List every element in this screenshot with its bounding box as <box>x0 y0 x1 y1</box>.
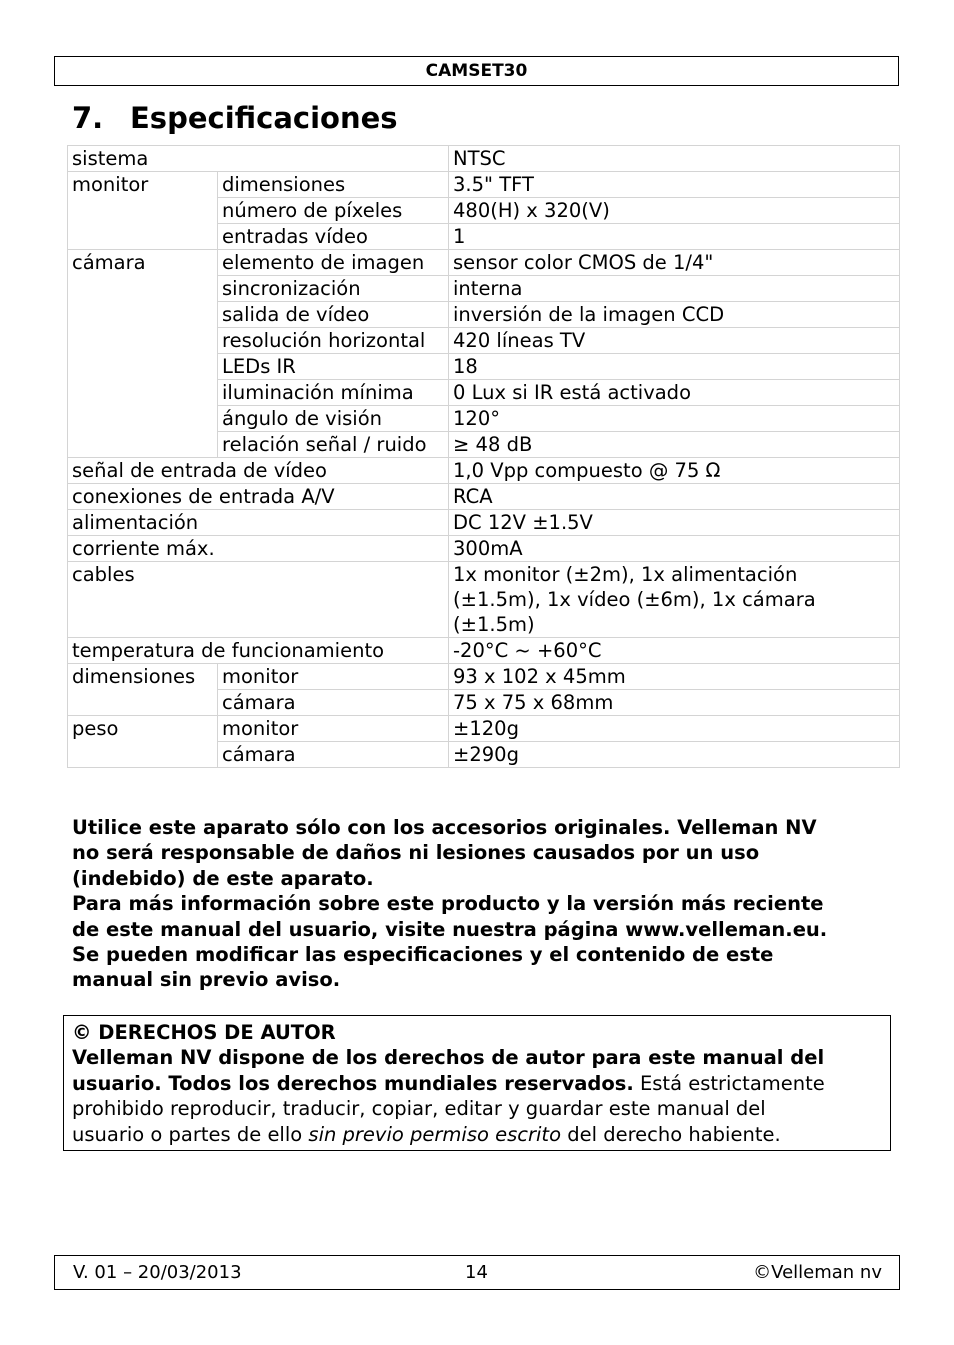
spec-value: ±290g <box>449 742 900 768</box>
cables-line: (±1.5m) <box>453 613 535 636</box>
spec-value: -20°C ~ +60°C <box>449 638 900 664</box>
spec-label: iluminación mínima <box>218 380 449 406</box>
section-title <box>72 98 398 138</box>
notice-line: (indebido) de este aparato. <box>72 866 374 890</box>
table-row <box>68 638 900 664</box>
spec-value: 480(H) x 320(V) <box>449 198 900 224</box>
spec-label: número de píxeles <box>218 198 449 224</box>
table-row <box>68 458 900 484</box>
spec-value: ≥ 48 dB <box>449 432 900 458</box>
table-row <box>68 716 900 742</box>
spec-label: LEDs IR <box>218 354 449 380</box>
table-row <box>68 536 900 562</box>
copyright-text: del derecho habiente. <box>561 1122 781 1146</box>
page-header <box>54 56 899 86</box>
spec-value: 1 <box>449 224 900 250</box>
notice-line: Utilice este aparato sólo con los accesorios originales. Velleman NV <box>72 816 817 839</box>
spec-value: ±120g <box>449 716 900 742</box>
spec-value: sensor color CMOS de 1/4" <box>449 250 900 276</box>
footer-version: V. 01 – 20/03/2013 <box>73 1262 242 1283</box>
table-row <box>68 250 900 276</box>
copyright-bold-text: usuario. Todos los derechos mundiales reservados. <box>72 1071 634 1095</box>
spec-label: cámara <box>218 690 449 716</box>
spec-value: DC 12V ±1.5V <box>449 510 900 536</box>
spec-label: relación señal / ruido <box>218 432 449 458</box>
spec-label: señal de entrada de vídeo <box>68 458 449 484</box>
usage-notice <box>72 815 892 993</box>
spec-value: inversión de la imagen CCD <box>449 302 900 328</box>
spec-value: RCA <box>449 484 900 510</box>
footer-copyright: ©Velleman nv <box>753 1262 882 1283</box>
spec-value: NTSC <box>449 146 900 172</box>
spec-value: 300mA <box>449 536 900 562</box>
table-row <box>68 146 900 172</box>
spec-label: cámara <box>218 742 449 768</box>
notice-line: no será responsable de daños ni lesiones causados por un uso <box>72 841 760 865</box>
copyright-line <box>72 1071 882 1096</box>
copyright-line: Velleman NV dispone de los derechos de autor para este manual del <box>72 1046 825 1070</box>
spec-value: 1,0 Vpp compuesto @ 75 Ω <box>449 458 900 484</box>
spec-value: interna <box>449 276 900 302</box>
spec-label: dimensiones <box>218 172 449 198</box>
spec-label: temperatura de funcionamiento <box>68 638 449 664</box>
model-name: CAMSET30 <box>425 61 528 81</box>
copyright-italic-text: sin previo permiso escrito <box>308 1122 562 1146</box>
footer-page-number: 14 <box>465 1262 488 1283</box>
spec-label: sistema <box>68 146 449 172</box>
page-footer <box>54 1255 900 1290</box>
spec-label: monitor <box>218 716 449 742</box>
cables-line: 1x monitor (±2m), 1x alimentación <box>453 563 798 586</box>
spec-value: 120° <box>449 406 900 432</box>
spec-label: sincronización <box>218 276 449 302</box>
copyright-line: prohibido reproducir, traducir, copiar, editar y guardar este manual del <box>72 1097 766 1121</box>
spec-label: ángulo de visión <box>218 406 449 432</box>
cables-line: (±1.5m), 1x vídeo (±6m), 1x cámara <box>453 588 816 611</box>
spec-label: conexiones de entrada A/V <box>68 484 449 510</box>
notice-line: Se pueden modificar las especificaciones y el contenido de este <box>72 943 774 967</box>
table-row <box>68 562 900 638</box>
spec-group-label: cámara <box>68 250 218 458</box>
spec-label: resolución horizontal <box>218 328 449 354</box>
notice-line: manual sin previo aviso. <box>72 968 341 992</box>
spec-value: 75 x 75 x 68mm <box>449 690 900 716</box>
section-number: 7. <box>72 101 104 135</box>
spec-label: corriente máx. <box>68 536 449 562</box>
spec-label: monitor <box>218 664 449 690</box>
spec-label: salida de vídeo <box>218 302 449 328</box>
spec-group-label: dimensiones <box>68 664 218 716</box>
notice-line: Para más información sobre este producto y la versión más reciente <box>72 892 824 916</box>
copyright-notice <box>63 1015 891 1151</box>
table-row <box>68 484 900 510</box>
spec-value: 420 líneas TV <box>449 328 900 354</box>
spec-label: alimentación <box>68 510 449 536</box>
section-title-text: Especificaciones <box>130 101 398 135</box>
copyright-title: © DERECHOS DE AUTOR <box>72 1021 336 1044</box>
copyright-text: usuario o partes de ello <box>72 1122 309 1146</box>
spec-value: 0 Lux si IR está activado <box>449 380 900 406</box>
specs-table <box>67 145 900 768</box>
spec-group-label: peso <box>68 716 218 768</box>
spec-value: 93 x 102 x 45mm <box>449 664 900 690</box>
spec-label: entradas vídeo <box>218 224 449 250</box>
spec-label: elemento de imagen <box>218 250 449 276</box>
notice-line: de este manual del usuario, visite nuestra página www.velleman.eu. <box>72 917 828 941</box>
spec-value: 3.5" TFT <box>449 172 900 198</box>
spec-value: 18 <box>449 354 900 380</box>
spec-label: cables <box>68 562 449 638</box>
copyright-text: Está estrictamente <box>633 1071 825 1095</box>
table-row <box>68 664 900 690</box>
spec-group-label: monitor <box>68 172 218 250</box>
spec-value <box>449 562 900 638</box>
copyright-line <box>72 1122 882 1147</box>
table-row <box>68 172 900 198</box>
table-row <box>68 510 900 536</box>
